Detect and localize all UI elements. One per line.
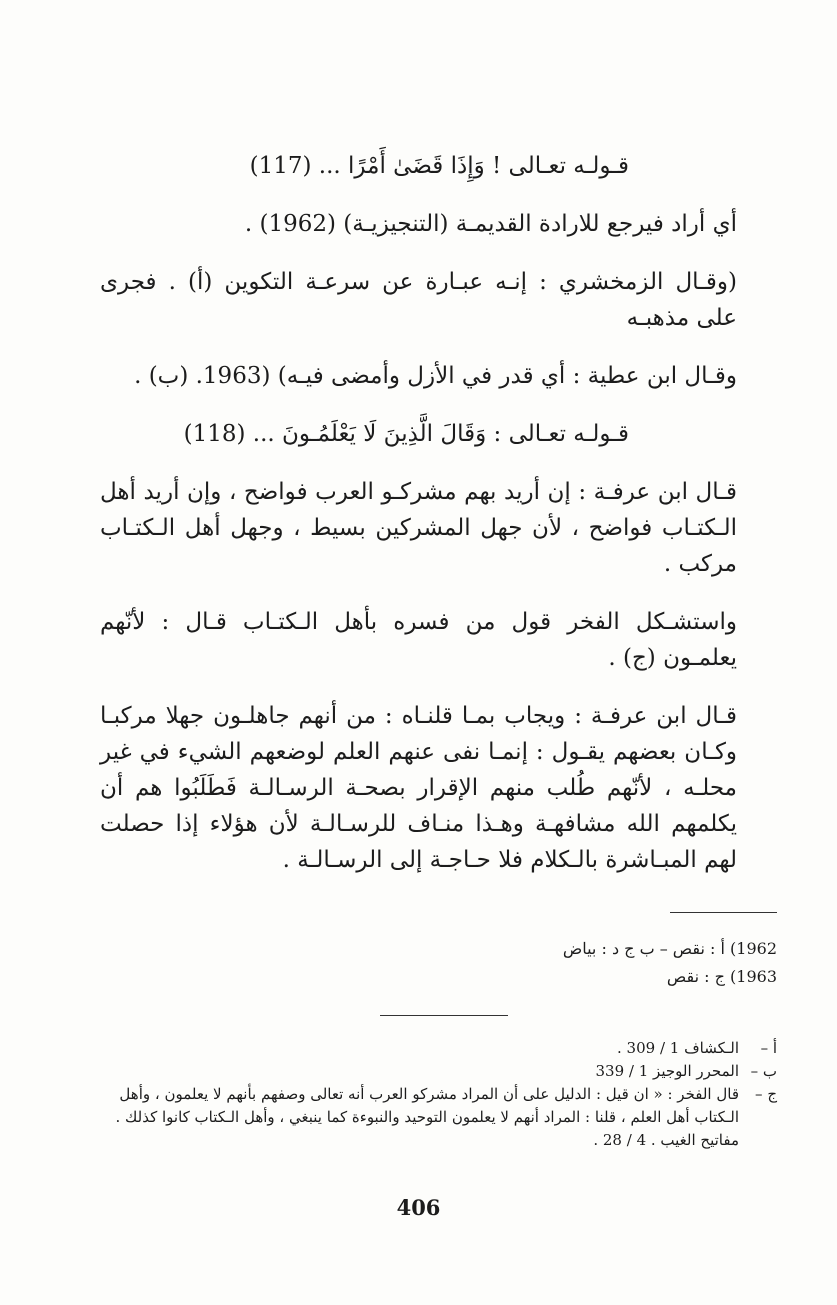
note-marker: ب – [750,1062,777,1080]
variant-note: 1963) ج : نقص [666,967,777,986]
variant-note: 1962) أ : نقص – ب ج د : بياض [562,939,777,958]
source-note [110,1060,777,1083]
page-number: 406 [396,1195,441,1220]
source-note [110,1037,777,1060]
note-marker: أ – [760,1039,777,1057]
paragraph-ibn-arafa-2: قـال ابن عرفـة : ويجاب بمـا قلنـاه : من أنهم جاهلـون جهلا مركبـا وكـان بعضهم يقـول : إنمـا نفى عنهم العلم لوضعهم الشيء في غير محلـه ، لأنّهم طُلب منهم الإقرار بصحـة الرسـالـة فَطَلَبُوا هم أن يكلمهم الله مشافهـة وهـذا منـاف للرسـالـة لأن هؤلاء إذا حصلت لهم المبـاشرة بالـكلام فلا حـاجـة إلى الرسـالـة . [100,703,737,873]
variant-notes [377,935,777,991]
paragraph-ibn-arafa-1: قـال ابن عرفـة : إن أريد بهم مشركـو العرب فواضح ، وإن أريد أهل الـكتـاب فواضح ، لأن جهل المشركين بسيط ، وجهل أهل الـكتـاب مركب . [100,479,737,577]
paragraph-ibn-atiya: وقـال ابن عطية : أي قدر في الأزل وأمضى فيـه) (1963. (ب) . [134,363,737,389]
verse-117: قـولـه تعـالى ! وَإِذَا قَضَىٰ أَمْرًا ... (117) [249,153,629,179]
source-notes-divider [380,1015,508,1016]
source-notes [110,1037,777,1152]
note-marker: ج – [755,1085,777,1103]
note-text: المحرر الوجيز 1 / 339 [595,1062,739,1080]
paragraph-irada: أي أراد فيرجع للارادة القديمـة (التنجيزيـة) (1962) . [244,211,737,237]
note-text: قال الفخر : « ان قيل : الدليل على أن المراد مشركو العرب أنه تعالى وصفهم بأنهم لا يعلمون ، وأهل الـكتاب أهل العلم ، قلنا : المراد أنهم لا يعلمون التوحيد والنبوءة كما ينبغي ، وأهل الـكتاب كانوا كذلك . مفاتيح الغيب . 4 / 28 . [115,1085,739,1149]
paragraph-zamakhshari: (وقـال الزمخشري : إنـه عبـارة عن سرعـة التكوين (أ) . فجرى على مذهبـه [100,269,737,331]
footnote-divider [670,912,777,913]
note-text: الـكشاف 1 / 309 . [616,1039,739,1057]
paragraph-fakhr: واستشـكل الفخر قول من فسره بأهل الـكتـاب قـال : لأنّهم يعلمـون (ج) . [100,609,737,671]
main-text [100,148,737,900]
verse-118: قـولـه تعـالى : وَقَالَ الَّذِينَ لَا يَعْلَمُـونَ ... (118) [183,421,629,447]
source-note [110,1083,777,1152]
